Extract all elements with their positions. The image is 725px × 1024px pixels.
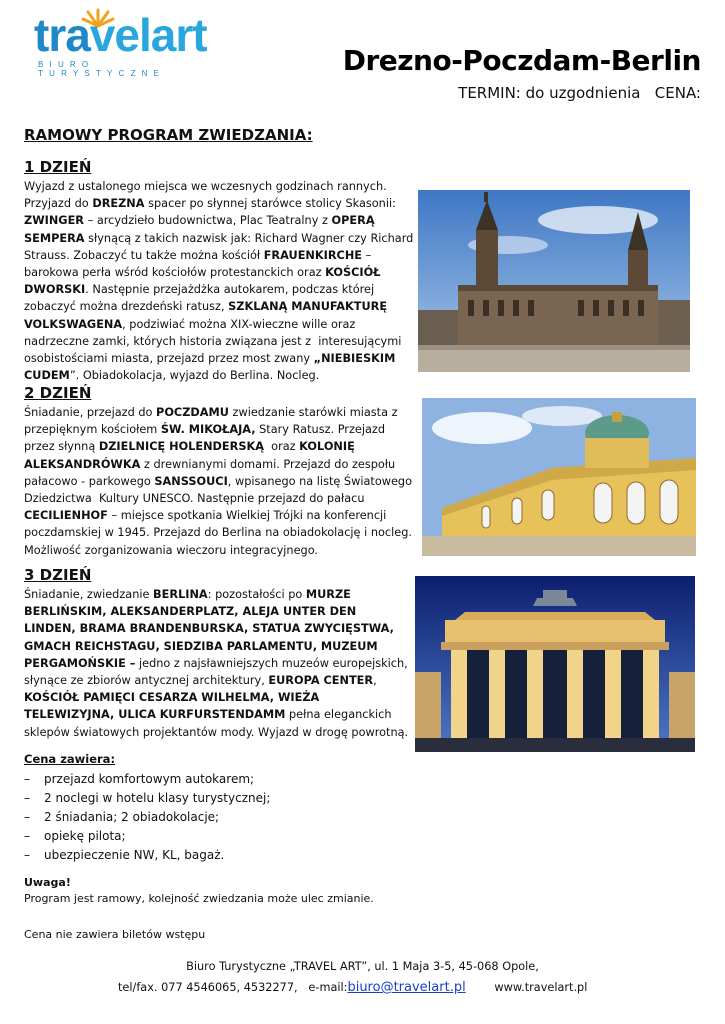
text-segment: OPERĄ bbox=[331, 214, 375, 228]
text-segment: SZKLANĄ MANUFAKTURĘ bbox=[228, 300, 388, 314]
text-line bbox=[24, 473, 412, 490]
text-segment: TELEWIZYJNA, ULICA KURFURSTENDAMM bbox=[24, 708, 286, 722]
text-segment: ZWINGER bbox=[24, 214, 84, 228]
text-line bbox=[24, 247, 413, 264]
text-line bbox=[24, 638, 408, 655]
text-segment: ŚW. MIKOŁAJA, bbox=[160, 423, 256, 437]
text-segment: zwiedzanie starówki miasta z bbox=[228, 406, 398, 419]
text-line bbox=[24, 620, 408, 637]
text-segment: CECILIENHOF bbox=[24, 509, 108, 523]
text-segment: słynącą z takich nazwisk jak: Richard Wagner czy Richard bbox=[84, 231, 414, 245]
text-segment: EUROPA CENTER bbox=[268, 674, 374, 688]
text-line bbox=[24, 456, 412, 473]
text-segment: poczdamskiej w 1945. Przejazd do Berlina na obiadokolację i nocleg. bbox=[24, 526, 412, 540]
text-line bbox=[24, 333, 413, 350]
text-segment: KOŚCIÓŁ PAMIĘCI CESARZA WILHELMA, WIEŻA bbox=[24, 691, 320, 705]
text-segment: sklepów światowych projektantów mody. Wyjazd w drogę powrotną. bbox=[24, 725, 409, 739]
text-segment: SEMPERA bbox=[24, 231, 85, 245]
text-line bbox=[24, 603, 408, 620]
list-item: – 2 śniadania; 2 obiadokolacje; bbox=[24, 808, 270, 827]
text-segment: – arcydzieło budownictwa, Plac Teatralny z bbox=[84, 214, 332, 228]
list-item: – ubezpieczenie NW, KL, bagaż. bbox=[24, 846, 270, 865]
text-segment: DREZNA bbox=[92, 197, 145, 211]
text-segment: Dziedzictwa Kultury UNESCO. Następnie przejazd do pałacu bbox=[24, 492, 365, 506]
text-segment: , bbox=[373, 674, 377, 688]
text-line bbox=[24, 542, 412, 559]
text-segment: KOŚCIÓŁ bbox=[325, 266, 381, 280]
text-segment: DWORSKI bbox=[24, 283, 86, 297]
text-segment: pełna eleganckich bbox=[285, 708, 392, 722]
text-segment: , wpisanego na listę Światowego bbox=[227, 474, 413, 488]
text-segment: BERLINA bbox=[153, 588, 208, 601]
text-segment: BERLIŃSKIM, ALEKSANDERPLATZ, ALEJA UNTER DEN bbox=[24, 605, 357, 619]
text-segment: MURZE bbox=[305, 588, 351, 601]
day-1-text bbox=[24, 178, 413, 384]
cena-list bbox=[24, 770, 270, 865]
logo-tagline: BIURO TURYSTYCZNE bbox=[38, 60, 166, 78]
text-line bbox=[24, 689, 408, 706]
text-line bbox=[24, 490, 412, 507]
text-segment: osobistościami miasta, przejazd przez most zwany bbox=[24, 352, 314, 366]
sanssouci-photo bbox=[422, 398, 696, 556]
dash-bullet: – bbox=[24, 791, 30, 805]
text-segment: Przyjazd do bbox=[24, 197, 93, 211]
text-segment: przez słynną bbox=[24, 440, 99, 454]
text-segment: DZIELNICĘ HOLENDERSKĄ bbox=[98, 440, 264, 454]
text-segment: Stary Ratusz. Przejazd bbox=[255, 423, 385, 437]
text-segment: SANSSOUCI bbox=[154, 474, 228, 488]
logo-wordmark: travelart bbox=[34, 9, 207, 61]
text-segment: pałacowo - parkowego bbox=[24, 474, 155, 488]
text-line bbox=[24, 264, 413, 281]
footer-address: Biuro Turystyczne „TRAVEL ART”, ul. 1 Maja 3-5, 45-068 Opole, bbox=[186, 960, 539, 973]
day-1-heading: 1 DZIEŃ bbox=[24, 158, 92, 176]
text-line bbox=[24, 230, 413, 247]
text-segment: nadrzeczne zamki, których historia związana jest z interesującymi bbox=[24, 334, 402, 348]
text-line bbox=[24, 438, 412, 455]
text-segment: LINDEN, BRAMA BRANDENBURSKA, STATUA ZWYCIĘSTWA, bbox=[24, 622, 394, 636]
text-segment: – miejsce spotkania Wielkiej Trójki na konferencji bbox=[107, 509, 387, 523]
text-line bbox=[24, 524, 412, 541]
text-line bbox=[24, 367, 413, 384]
bilety-note: Cena nie zawiera biletów wstępu bbox=[24, 928, 206, 941]
text-segment: KOLONIĘ bbox=[299, 440, 355, 454]
uwaga-text: Program jest ramowy, kolejność zwiedzania może ulec zmianie. bbox=[24, 892, 374, 905]
text-segment: Śniadanie, przejazd do bbox=[24, 406, 157, 419]
text-segment: ”. Obiadokolacja, wyjazd do Berlina. Nocleg. bbox=[69, 369, 320, 383]
text-segment: oraz bbox=[263, 440, 300, 454]
email-link[interactable]: biuro@travelart.pl bbox=[347, 980, 466, 995]
text-segment: PERGAMOŃSKIE – bbox=[24, 656, 136, 670]
text-line bbox=[24, 655, 408, 672]
text-segment: jedno z najsławniejszych muzeów europejskich, bbox=[135, 656, 408, 670]
text-segment: VOLKSWAGENA bbox=[24, 317, 123, 331]
dash-bullet: – bbox=[24, 810, 30, 824]
dash-bullet: – bbox=[24, 772, 30, 786]
text-segment: Możliwość zorganizowania wieczoru integracyjnego. bbox=[24, 543, 319, 557]
text-segment: barokowa perła wśród kościołów protestanckich oraz bbox=[24, 266, 326, 280]
text-segment: spacer po słynnej starówce stolicy Skasonii: bbox=[144, 197, 396, 211]
text-line bbox=[24, 298, 413, 315]
text-line bbox=[24, 350, 413, 367]
text-segment: zobaczyć można drezdeński ratusz, bbox=[24, 300, 229, 314]
footer-contact bbox=[118, 980, 587, 995]
text-segment: . Następnie przejażdżka autokarem, podczas której bbox=[85, 283, 375, 297]
dash-bullet: – bbox=[24, 829, 30, 843]
termin-cena: TERMIN: do uzgodnienia CENA: bbox=[458, 84, 701, 102]
text-line bbox=[24, 212, 413, 229]
day-3-heading: 3 DZIEŃ bbox=[24, 566, 92, 584]
text-line bbox=[24, 672, 408, 689]
text-segment: Strauss. Zobaczyć tu także można kościół bbox=[24, 248, 264, 262]
dash-bullet: – bbox=[24, 848, 30, 862]
text-line bbox=[24, 724, 408, 741]
text-segment: przepięknym kościołem bbox=[24, 423, 161, 437]
day-2-text bbox=[24, 404, 412, 559]
text-segment: z drewnianymi domami. Przejazd do zespołu bbox=[140, 457, 396, 471]
text-line bbox=[24, 316, 413, 333]
text-segment: GMACH REICHSTAGU, SIEDZIBA PARLAMENTU, MUZEUM bbox=[24, 639, 378, 653]
text-line bbox=[24, 421, 412, 438]
text-segment: FRAUENKIRCHE bbox=[263, 248, 362, 262]
text-line bbox=[24, 404, 412, 421]
text-segment: Śniadanie, zwiedzanie bbox=[24, 588, 154, 601]
text-line bbox=[24, 586, 408, 603]
text-segment: słynące ze zbiorów antycznej architektury, bbox=[24, 674, 269, 688]
text-segment: POCZDAMU bbox=[156, 406, 229, 419]
page-title: Drezno-Poczdam-Berlin bbox=[342, 44, 701, 77]
travelart-logo bbox=[30, 9, 220, 78]
brandenburg-gate-photo bbox=[415, 576, 695, 752]
text-segment: Wyjazd z ustalonego miejsca we wczesnych godzinach rannych. bbox=[24, 180, 387, 193]
text-segment: „NIEBIESKIM bbox=[313, 352, 396, 366]
day-2-heading: 2 DZIEŃ bbox=[24, 384, 92, 402]
program-heading: RAMOWY PROGRAM ZWIEDZANIA: bbox=[24, 126, 313, 144]
dresden-photo bbox=[418, 190, 690, 372]
text-segment: CUDEM bbox=[24, 369, 70, 383]
text-segment: , podziwiać można XIX-wieczne wille oraz bbox=[122, 317, 356, 331]
website-link[interactable]: www.travelart.pl bbox=[494, 981, 588, 994]
text-line bbox=[24, 281, 413, 298]
text-line bbox=[24, 507, 412, 524]
text-segment: – bbox=[362, 248, 372, 262]
list-item: – 2 noclegi w hotelu klasy turystycznej; bbox=[24, 789, 270, 808]
text-segment: ALEKSANDRÓWKA bbox=[24, 457, 141, 471]
text-segment: : pozostałości po bbox=[207, 588, 306, 601]
footer-phone: tel/fax. 077 4546065, 4532277, e-mail: bbox=[118, 981, 348, 994]
text-line bbox=[24, 195, 413, 212]
text-line bbox=[24, 706, 408, 723]
uwaga-heading: Uwaga! bbox=[24, 876, 71, 889]
list-item: – przejazd komfortowym autokarem; bbox=[24, 770, 270, 789]
day-3-text bbox=[24, 586, 408, 741]
text-line bbox=[24, 178, 413, 195]
cena-heading: Cena zawiera: bbox=[24, 752, 116, 766]
list-item: – opiekę pilota; bbox=[24, 827, 270, 846]
